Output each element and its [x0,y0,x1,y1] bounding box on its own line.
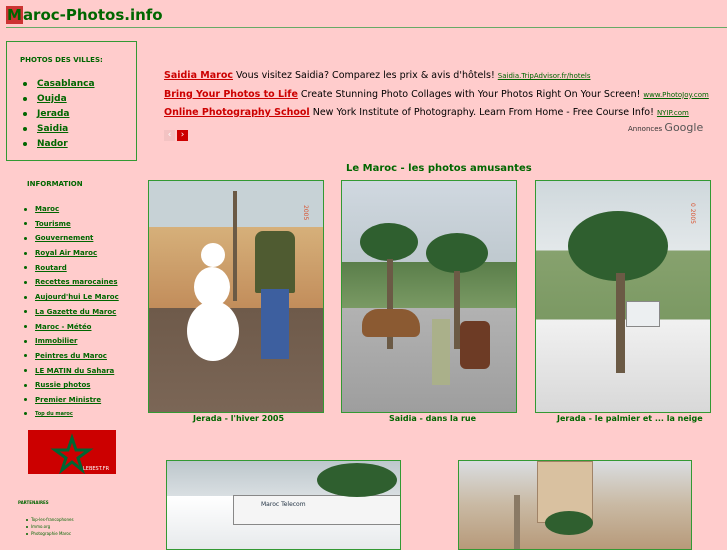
ad-row[interactable] [164,107,704,126]
site-title[interactable] [6,6,163,24]
ad-url[interactable]: NYIP.com [656,109,689,117]
photo-caption: Saidia - dans la rue [389,414,477,423]
partner-link[interactable]: Top-les-francophones [31,517,74,522]
palm-canopy [426,233,488,273]
bullet-icon [24,412,27,415]
information-list [24,205,119,425]
previous-arrow-icon[interactable]: ‹ [164,130,175,141]
bullet-icon [24,266,27,269]
city-item-nador[interactable] [23,139,95,154]
bullet-icon [23,142,27,146]
cities-heading: PHOTOS DES VILLES: [20,56,103,64]
bullet-icon [24,310,27,313]
booth-label: Maroc Telecom [261,501,306,508]
bullet-icon [26,519,28,521]
photo-jerada-winter[interactable] [148,180,324,413]
photo-saidia-street[interactable] [341,180,517,413]
info-item[interactable] [24,308,119,323]
photo-caption: Jerada - le palmier et ... la neige [557,414,703,423]
parked-car [626,301,660,327]
information-heading: INFORMATION [27,180,83,188]
info-item[interactable] [24,323,119,338]
horse [460,321,490,369]
info-item[interactable] [24,234,119,249]
info-item[interactable] [24,278,119,293]
info-link[interactable]: Recettes marocaines [35,278,118,287]
gallery-title: Le Maroc - les photos amusantes [346,163,532,174]
person-walking [432,319,450,385]
info-link[interactable]: Maroc - Météo [35,322,92,331]
cities-box [6,41,137,161]
photo-caption: Jerada - l'hiver 2005 [193,414,285,423]
ad-block [164,70,709,126]
ad-text: New York Institute of Photography. Learn From Home - Free Course Info! [309,107,657,118]
info-link[interactable]: Maroc [35,205,60,213]
photo-city-street[interactable] [458,460,692,550]
city-item-saidia[interactable] [23,124,95,139]
info-link[interactable]: Routard [35,263,67,272]
partners-list [26,517,74,538]
partners-heading: PARTENAIRES [18,500,49,505]
person-jeans [261,289,289,359]
info-link[interactable]: Russie photos [35,381,91,390]
info-link[interactable]: Top du maroc [35,410,73,417]
info-link[interactable]: LE MATIN du Sahara [35,366,115,375]
ad-url[interactable]: Saidia.TripAdvisor.fr/hotels [497,72,591,80]
city-link[interactable]: Jerada [37,109,70,119]
palm-trunk [616,273,625,373]
bullet-icon [26,526,28,528]
site-title-rest: aroc-Photos.info [22,6,163,24]
photo-date-stamp: 2005 [302,205,309,221]
city-link[interactable]: Nador [37,139,68,149]
city-link[interactable]: Saidia [37,124,69,134]
ads-label: Annonces [628,125,665,133]
partner-link[interactable]: Immo.org [31,524,51,529]
tower [514,495,520,550]
info-item[interactable] [24,337,119,352]
palm-canopy [317,463,397,497]
info-item[interactable] [24,293,119,308]
bullet-icon [24,252,27,255]
snowman-base [187,301,239,361]
info-item[interactable] [24,205,119,220]
partner-link[interactable]: Photographie Maroc [31,531,72,536]
city-link[interactable]: Casablanca [37,79,95,89]
bullet-icon [23,97,27,101]
info-item[interactable] [24,411,119,426]
ad-url[interactable]: www.PhotoJoy.com [643,90,709,99]
photo-date-stamp: 0 2005 [689,203,696,224]
title-divider [6,27,727,28]
info-item[interactable] [24,249,119,264]
info-item[interactable] [24,396,119,411]
person-jacket [255,231,295,293]
ad-text: Vous visitez Saidia? Comparez les prix & avis d'hôtels! [233,70,498,81]
city-item-jerada[interactable] [23,109,95,124]
ad-headline[interactable]: Online Photography School [164,107,310,118]
ad-headline[interactable]: Saidia Maroc [164,70,233,81]
ad-navigation [164,122,190,141]
bullet-icon [24,398,27,401]
palm-canopy [568,211,668,281]
bullet-icon [24,369,27,372]
bullet-icon [24,354,27,357]
bullet-icon [26,533,28,535]
bullet-icon [24,325,27,328]
city-item-oujda[interactable] [23,94,95,109]
tree-canopy [545,511,593,535]
partner-item[interactable] [26,531,74,538]
bullet-icon [24,384,27,387]
bullet-icon [24,296,27,299]
tree-trunk [233,191,237,301]
info-link[interactable]: Immobilier [35,337,78,346]
camel [362,309,420,337]
info-link[interactable]: Royal Air Maroc [35,249,98,258]
bullet-icon [23,112,27,116]
flag-caption: LEBEST.FR [83,466,110,472]
bullet-icon [23,127,27,131]
info-item[interactable] [24,381,119,396]
bullet-icon [24,340,27,343]
bullet-icon [24,281,27,284]
ad-row[interactable] [164,88,709,108]
info-link[interactable]: Aujourd'hui Le Maroc [35,293,119,302]
ad-text: Create Stunning Photo Collages with Your Photos Right On Your Screen! [297,88,644,100]
bullet-icon [23,82,27,86]
info-link[interactable]: La Gazette du Maroc [35,307,117,316]
palm-canopy [360,223,418,261]
photo-jerada-palm-snow[interactable] [535,180,711,413]
site-title-initial: M [7,6,22,24]
ad-row[interactable] [164,70,704,89]
partner-item[interactable] [26,517,74,524]
photo-maroc-telecom-booth[interactable] [166,460,401,550]
morocco-flag-banner[interactable] [28,430,116,474]
city-item-casablanca[interactable] [23,79,95,94]
info-item[interactable] [24,352,119,367]
bullet-icon [24,237,27,240]
bullet-icon [24,222,27,225]
cities-list [23,79,95,154]
info-item[interactable] [24,220,119,235]
snowman-head [201,243,225,267]
ad-headline[interactable]: Bring Your Photos to Life [164,88,298,100]
google-ads-badge[interactable] [628,121,703,134]
info-link[interactable]: Gouvernement [35,234,94,243]
info-link[interactable]: Premier Ministre [35,395,102,404]
google-logo: Google [664,121,704,134]
bullet-icon [24,208,27,211]
partner-item[interactable] [26,524,74,531]
telecom-booth [233,495,401,525]
next-arrow-icon[interactable]: › [177,130,188,141]
info-link[interactable]: Peintres du Maroc [35,351,107,360]
info-item[interactable] [24,264,119,279]
info-link[interactable]: Tourisme [35,219,71,228]
city-link[interactable]: Oujda [37,94,67,104]
info-item[interactable] [24,367,119,382]
